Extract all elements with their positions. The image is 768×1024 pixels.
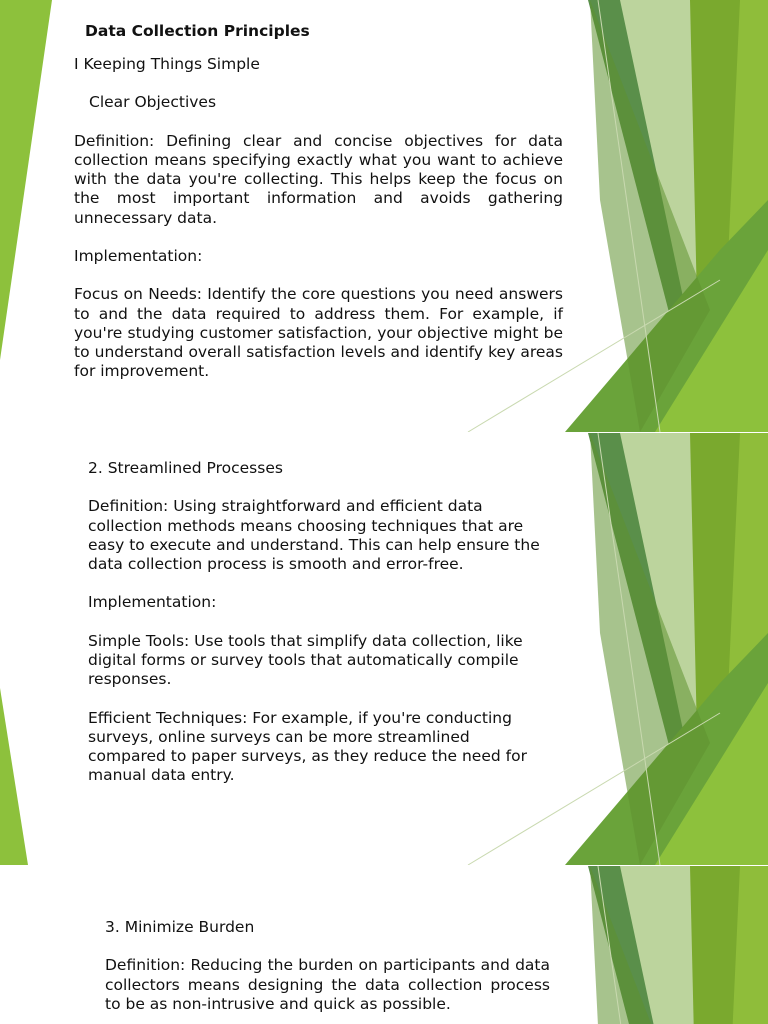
slide-1-body — [74, 55, 563, 381]
title-text: Data Collection Principles — [85, 22, 310, 40]
section-heading: 2. Streamlined Processes — [88, 459, 283, 477]
slide-3 — [0, 866, 768, 1024]
definition-paragraph: Definition: Using straightforward and efficient data collection methods means choosing techniques that are easy to execute and understand. This can help ensure the data collection process is smooth and error-free. — [88, 497, 540, 573]
definition-paragraph: Definition: Reducing the burden on participants and data collectors means designing the data collection process to be as non-intrusive and quick as possible. — [105, 956, 550, 1013]
implementation-label: Implementation: — [74, 246, 203, 265]
definition-paragraph: Definition: Defining clear and concise objectives for data collection means specifying exactly what you want to achieve with the data you're collecting. This helps keep the focus on the most important information and avoids gathering unnecessary data. — [74, 131, 563, 227]
slide-title — [85, 22, 310, 41]
focus-paragraph: Focus on Needs: Identify the core questions you need answers to and the data required to address them. For example, if you're studying customer satisfaction, your objective might be to understand overall satisfaction levels and identify key areas for improvement. — [74, 285, 563, 381]
slide-2-body — [88, 459, 548, 785]
techniques-paragraph: Efficient Techniques: For example, if you're conducting surveys, online surveys can be more streamlined compared to paper surveys, as they reduce the need for manual data entry. — [88, 708, 527, 785]
section-heading: 3. Minimize Burden — [105, 918, 255, 936]
slide-2 — [0, 433, 768, 865]
section-heading: I Keeping Things Simple — [74, 55, 260, 73]
slide-3-body — [105, 918, 550, 1014]
subheading: Clear Objectives — [89, 93, 217, 112]
slide-1 — [0, 0, 768, 432]
tools-paragraph: Simple Tools: Use tools that simplify data collection, like digital forms or survey tools that automatically compile responses. — [88, 631, 523, 689]
implementation-label: Implementation: — [88, 593, 217, 612]
